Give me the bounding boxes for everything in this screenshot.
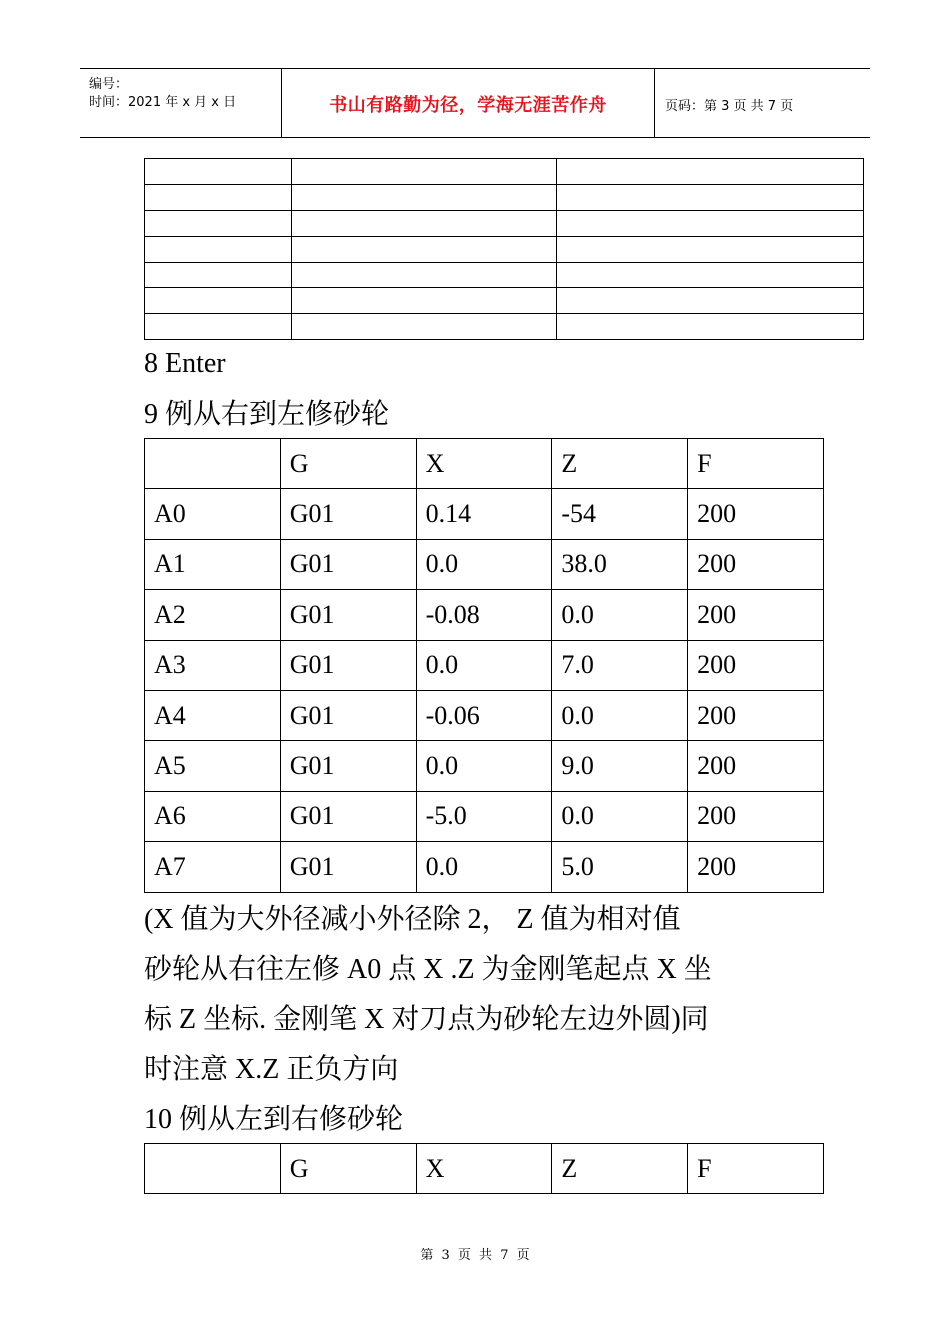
note-line: 砂轮从右往左修 A0 点 X .Z 为金刚笔起点 X 坐: [144, 954, 712, 985]
table-cell: 0.0: [416, 842, 552, 892]
table-cell: 200: [688, 842, 824, 892]
table-cell: G01: [280, 690, 416, 740]
table-9-header-cell: Z: [552, 439, 688, 489]
page-header: [80, 68, 870, 138]
header-motto: 书山有路勤为径，学海无涯苦作舟: [329, 95, 607, 116]
note-line: 时注意 X.Z 正负方向: [144, 1054, 399, 1085]
table-row: [145, 590, 824, 640]
empty-table-cell: [145, 288, 292, 314]
table-cell: -54: [552, 489, 688, 539]
table-cell: 200: [688, 791, 824, 841]
table-cell: 200: [688, 590, 824, 640]
empty-table-cell: [557, 236, 864, 262]
table-10-header-row: [145, 1144, 824, 1194]
table-cell: G01: [280, 741, 416, 791]
table-10: [144, 1143, 824, 1194]
table-row: [145, 741, 824, 791]
header-page-label: 页码：第 3 页 共 7 页: [665, 99, 794, 114]
table-cell: G01: [280, 791, 416, 841]
table-9-header-cell: X: [416, 439, 552, 489]
table-9-header-cell: F: [688, 439, 824, 489]
table-cell: A0: [145, 489, 281, 539]
table-cell: G01: [280, 590, 416, 640]
empty-table-cell: [145, 262, 292, 288]
empty-table-cell: [557, 184, 864, 210]
empty-table-cell: [291, 288, 557, 314]
document-time-label: 时间：2021 年 x 月 x 日: [89, 95, 237, 110]
table-cell: 200: [688, 690, 824, 740]
empty-table-row: [145, 236, 864, 262]
table-cell: A7: [145, 842, 281, 892]
empty-table-row: [145, 210, 864, 236]
table-cell: 200: [688, 640, 824, 690]
empty-table-cell: [291, 210, 557, 236]
table-row: [145, 791, 824, 841]
table-cell: G01: [280, 539, 416, 589]
table-10-header-cell: [145, 1144, 281, 1194]
table-cell: -5.0: [416, 791, 552, 841]
note-line: 标 Z 坐标. 金刚笔 X 对刀点为砂轮左边外圆)同: [144, 1004, 709, 1035]
table-cell: A1: [145, 539, 281, 589]
page-footer: 第 3 页 共 7 页: [420, 1248, 530, 1263]
header-left-cell: [80, 69, 282, 137]
table-cell: 0.0: [552, 791, 688, 841]
table-cell: 5.0: [552, 842, 688, 892]
table-cell: G01: [280, 842, 416, 892]
table-9-header-row: [145, 439, 824, 489]
empty-table-row: [145, 184, 864, 210]
empty-table-cell: [557, 288, 864, 314]
table-cell: A4: [145, 690, 281, 740]
table-cell: 0.0: [416, 741, 552, 791]
table-10-header-cell: X: [416, 1144, 552, 1194]
table-9: [144, 438, 824, 893]
empty-table-cell: [145, 210, 292, 236]
table-cell: 0.0: [552, 590, 688, 640]
header-right-cell: [655, 69, 870, 137]
table-cell: 38.0: [552, 539, 688, 589]
table-cell: 200: [688, 489, 824, 539]
table-9-header-cell: [145, 439, 281, 489]
table-cell: -0.06: [416, 690, 552, 740]
table-row: [145, 489, 824, 539]
empty-table-row: [145, 262, 864, 288]
table-cell: G01: [280, 489, 416, 539]
table-row: [145, 842, 824, 892]
table-cell: 9.0: [552, 741, 688, 791]
empty-table: [144, 158, 864, 340]
table-row: [145, 640, 824, 690]
empty-table-row: [145, 314, 864, 340]
empty-table-cell: [291, 262, 557, 288]
table-cell: G01: [280, 640, 416, 690]
table-cell: A5: [145, 741, 281, 791]
table-cell: 7.0: [552, 640, 688, 690]
table-cell: 0.0: [416, 539, 552, 589]
table-cell: A2: [145, 590, 281, 640]
table-cell: 200: [688, 539, 824, 589]
table-cell: 200: [688, 741, 824, 791]
empty-table-cell: [291, 184, 557, 210]
document-number-label: 编号：: [89, 77, 129, 92]
table-cell: 0.14: [416, 489, 552, 539]
empty-table-cell: [145, 159, 292, 185]
table-10-header-cell: F: [688, 1144, 824, 1194]
empty-table-cell: [557, 314, 864, 340]
table-row: [145, 690, 824, 740]
note-line: (X 值为大外径减小外径除 2， Z 值为相对值: [144, 904, 681, 935]
empty-table-cell: [291, 236, 557, 262]
table-10-header-cell: Z: [552, 1144, 688, 1194]
table-10-header-cell: G: [280, 1144, 416, 1194]
table-cell: A3: [145, 640, 281, 690]
table-cell: 0.0: [552, 690, 688, 740]
empty-table-cell: [291, 159, 557, 185]
table-cell: -0.08: [416, 590, 552, 640]
table-row: [145, 539, 824, 589]
empty-table-cell: [145, 236, 292, 262]
header-center-cell: [282, 69, 655, 137]
table-9-header-cell: G: [280, 439, 416, 489]
empty-table-cell: [145, 314, 292, 340]
empty-table-cell: [557, 159, 864, 185]
table-cell: 0.0: [416, 640, 552, 690]
empty-table-cell: [291, 314, 557, 340]
empty-table-cell: [557, 210, 864, 236]
empty-table-row: [145, 288, 864, 314]
empty-table-row: [145, 159, 864, 185]
section-10-title: 10 例从左到右修砂轮: [144, 1104, 404, 1135]
section-8-line: 8 Enter: [144, 348, 226, 379]
table-cell: A6: [145, 791, 281, 841]
empty-table-cell: [557, 262, 864, 288]
empty-table-cell: [145, 184, 292, 210]
section-9-title: 9 例从右到左修砂轮: [144, 399, 390, 430]
